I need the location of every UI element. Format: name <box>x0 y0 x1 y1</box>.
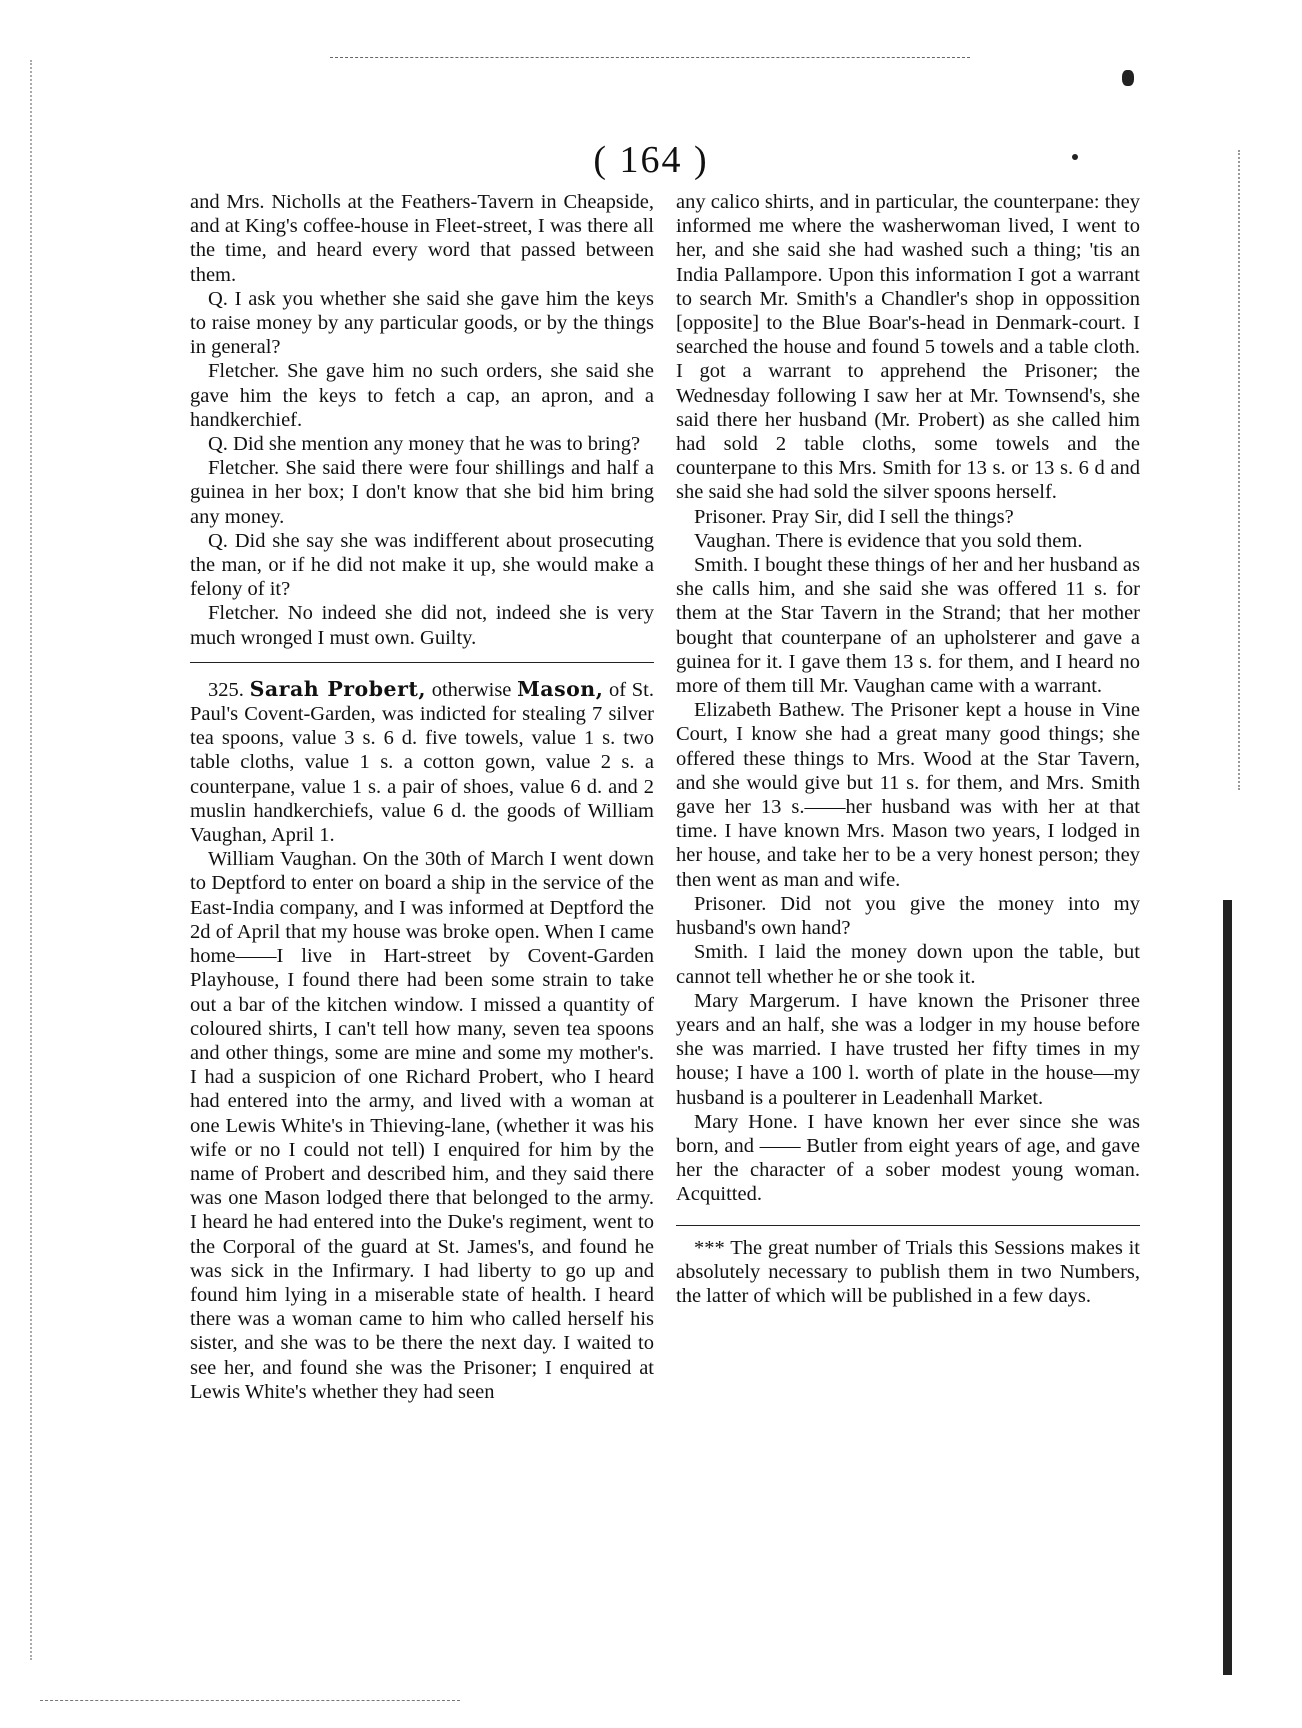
left-column <box>190 190 654 1404</box>
defendant-name: Sarah Probert, <box>249 676 427 701</box>
defendant-alias: Mason, <box>517 676 604 701</box>
section-divider <box>676 1225 1140 1226</box>
scan-artifact-right-edge <box>1228 150 1240 790</box>
paragraph: Q. Did she say she was indifferent about prosecuting the man, or if he did not make it up, she would make a felony of it? <box>190 529 654 601</box>
indictment-text: of St. Paul's Covent-Garden, was indicted for stealing 7 silver tea spoons, value 3 s. 6 d. five towels, value 1 s. two table cloths, value 1 s. a cotton gown, value 2 s. a counterpane, value 1 s. a pair of shoes, value 6 d. and 2 muslin handkerchiefs, value 6 d. the goods of William Vaughan, April 1. <box>190 678 654 847</box>
paragraph: Q. I ask you whether she said she gave him the keys to raise money by any particular goods, or by the things in general? <box>190 287 654 359</box>
scan-blot-top-right <box>1122 70 1134 86</box>
paragraph: Q. Did she mention any money that he was to bring? <box>208 433 641 456</box>
scan-artifact-left-edge <box>30 60 46 1660</box>
right-column <box>676 190 1140 1308</box>
paragraph: Mary Margerum. I have known the Prisoner three years and an half, she was a lodger in my house before she was married. I have trusted her fifty times in my house; I have a 100 l. worth of plate in the house—my husband is a poulterer in Leadenhall Market. <box>676 989 1140 1109</box>
paragraph: and Mrs. Nicholls at the Feathers-Tavern in Cheapside, and at King's coffee-house in Fleet-street, I was there all the time, and heard every word that passed between them. <box>190 191 654 286</box>
alias-prefix: otherwise <box>431 678 512 701</box>
paragraph: Fletcher. She gave him no such orders, she said she gave him the keys to fetch a cap, an apron, and a handkerchief. <box>190 360 654 431</box>
paragraph: Elizabeth Bathew. The Prisoner kept a house in Vine Court, I know she had a great many good things; she offered these things to Mrs. Wood at the Star Tavern, and she would give but 11 s. for them, and Mrs. Smith gave her 13 s.——her husband was with her at that time. I have known Mrs. Mason two years, I lodged in her house, and take her to be a very honest person; they then went as man and wife. <box>676 699 1140 891</box>
paragraph: Mary Hone. I have known her ever since she was born, and —— Butler from eight years of age, and gave her the character of a sober modest young woman. Acquitted. <box>676 1110 1140 1206</box>
paragraph: Fletcher. No indeed she did not, indeed she is very much wronged I must own. Guilty. <box>190 602 654 649</box>
scan-artifact-bottom <box>40 1700 460 1701</box>
paragraph: Prisoner. Pray Sir, did I sell the things? <box>694 505 1014 528</box>
publication-notice: *** The great number of Trials this Sessions makes it absolutely necessary to publish them in two Numbers, the latter of which will be published in a few days. <box>676 1236 1140 1307</box>
paragraph: any calico shirts, and in particular, the counterpane: they informed me where the washerwoman lived, I went to her, and she said she had washed such a thing; 'tis an India Pallampore. Upon this information I got a warrant to search Mr. Smith's a Chandler's shop in oppossition [opposite] to the Blue Boar's-head in Denmark-court. I searched the house and found 5 towels and a table cloth. I got a warrant to apprehend the Prisoner; the Wednesday following I saw her at Mr. Townsend's, she said there her husband (Mr. Probert) as she called him had sold 2 table cloths, some towels and the counterpane to this Mrs. Smith for 13 s. or 13 s. 6 d and she said she had sold the silver spoons herself. <box>676 191 1140 504</box>
case-heading <box>190 677 654 847</box>
paragraph: Vaughan. There is evidence that you sold them. <box>694 529 1083 552</box>
scan-artifact-top <box>330 57 970 58</box>
paragraph: Smith. I laid the money down upon the table, but cannot tell whether he or she took it. <box>676 941 1140 988</box>
section-divider <box>190 662 654 663</box>
case-number: 325. <box>208 678 244 701</box>
paragraph: Prisoner. Did not you give the money into my husband's own hand? <box>676 892 1140 940</box>
paragraph: William Vaughan. On the 30th of March I went down to Deptford to enter on board a ship in the service of the East-India company, and I was informed at Deptford the 2d of April that my house was broke open. When I came home——I live in Hart-street by Covent-Garden Playhouse, I found there had been some strain to take out a bar of the kitchen window. I missed a quantity of coloured shirts, I can't tell how many, seven tea spoons and other things, some are mine and some my mother's. I had a suspicion of one Richard Probert, who I heard had entered into the army, and lived with a woman at one Lewis White's in Thieving-lane, (whether it was his wife or no I could not tell) I enquired for him by the name of Probert and described him, and they said there was one Mason lodged there that belonged to the army. I heard he had entered into the Duke's regiment, went to the Corporal of the guard at St. James's, and found he was sick in the Infirmary. I had liberty to go up and found him lying in a miserable state of health. I heard there was a woman came to him who called herself his sister, and she was to be there the next day. I waited to see her, and found she was the Prisoner; I enquired at Lewis White's whether they had seen <box>190 848 654 1403</box>
paragraph: Fletcher. She said there were four shillings and half a guinea in her box; I don't know that she bid him bring any money. <box>190 457 654 528</box>
page-number: ( 164 ) <box>593 139 709 181</box>
paragraph: Smith. I bought these things of her and her husband as she calls him, and she said she was offered 11 s. for them at the Star Tavern in the Strand; that her mother bought that counterpane of an upholsterer and gave a guinea for it. I gave them 13 s. for them, and I heard no more of them till Mr. Vaughan came with a warrant. <box>676 554 1140 698</box>
scan-binding-edge <box>1223 900 1232 1675</box>
